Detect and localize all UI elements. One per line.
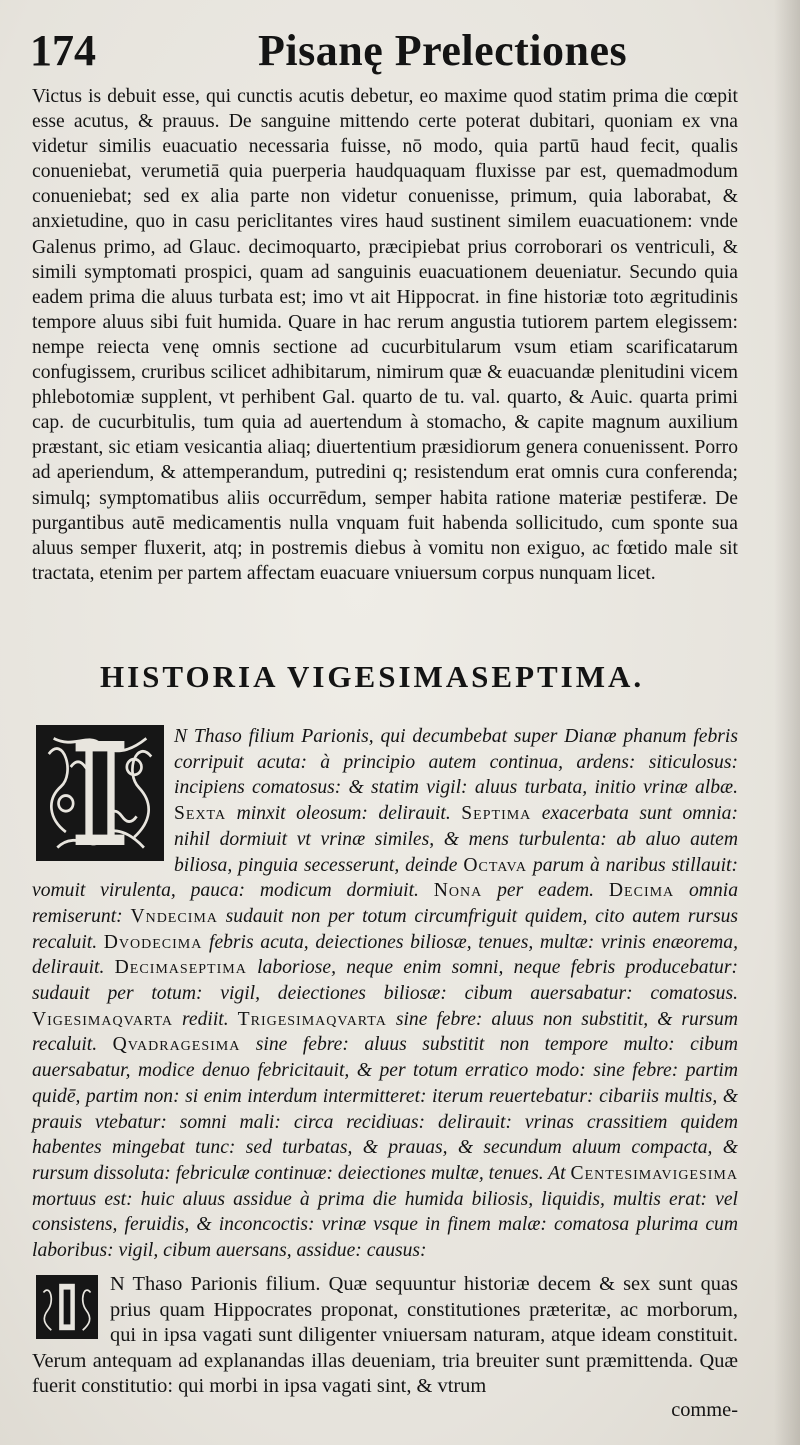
history-text-run: mortuus est: huic aluus assidue à prima die humida biliosis, liquidis, multis erat: vel consistens, feruidis, & inconcoctis: vrinæ vsque in finem malæ: comatosa plurima cum laboribus: vigil, cibum auersans, assidue: causus: bbox=[32, 1188, 738, 1262]
commentary-paragraph: Victus is debuit esse, qui cunctis acutis debetur, eo maxime quod statim prima die cœpit esse acutus, & prauus. De sanguine mittendo certe poterat dubitari, quoniam ex vna videtur similis euacuatio necessaria fuisse, nō modo, quia partū haud fecit, qualis conueniebat, verumetiā quia puerperia haudquaquam fluxisse par est, quemadmodum conueniebat; sed ex alia parte non videtur conuenisse, primum, quia laborabat, & anxietudine, quo in casu periclitantes vires haud sustinent similem euacuationem: vnde Galenus primo, ad Glauc. decimoquarto, præcipiebat prius corroborari os ventriculi, & simili symptomati prospici, quam ad sanguinis euacuationem deueniatur. Secundo quia eadem prima die aluus turbata est; imo vt ait Hippocrat. in fine historiæ toto ægritudinis tempore aluus sibi fuit humida. Quare in hac rerum angustia tutiorem partem elegissem: nempe reiecta venę omnis sectione ad cucurbitularum vsum etiam scarificatarum confugissem, cruribus scilicet adhibitarum, nimirum quæ & euacuandæ plenitudini vicem phlebotomiæ supplent, vt perhibent Gal. quarto de tu. val. quarto, & Auic. quarta primi cap. de cucurbitulis, tum quia ad auertendum à stomacho, & capite magnum auxilium præstant, sic etiam vesicantia aliaq; diuertentium præsidiorum genera conuenissent. Porro ad aperiendum, & attemperandum, putredini q; resistendum erat omnis cura conferenda; simulq; symptomatibus aliis occurrēdum, semper habita ratione materiæ pestiferæ. De purgantibus autē medicamentis nulla vnquam fuit habenda sollicitudo, cum sponte sua aluus semper fluxerit, atq; in postremis diebus à vomitu non exiguo, ac fœtido male sit tractata, etenim per partem affectam euacuare vniuersum corpus nunquam licet. bbox=[32, 86, 738, 584]
commentary-paragraph-2 bbox=[32, 1272, 738, 1400]
day-marker: Nona bbox=[433, 880, 483, 902]
running-title: Pisanę Prelectiones bbox=[258, 26, 628, 75]
day-marker: Vndecima bbox=[130, 905, 218, 927]
day-marker: Sexta bbox=[174, 803, 227, 825]
history-text-run: rediit. bbox=[173, 1008, 238, 1030]
history-text-run: sudauit non per totum circumfriguit quidem, cito autem rursus recaluit. bbox=[32, 905, 738, 953]
commentary-paragraph-2-text: N Thaso Parionis filium. Quæ sequuntur historiæ decem & sex sunt quas prius quam Hippocrates proponat, constitutiones præteritæ, ac morborum, qui in ipsa vagati sunt diligenter vniuersam naturam, atque ideam constituit. Verum antequam ad explanandas illas deueniam, tria breuiter sunt præmittenda. Quæ fuerit constitutio: qui morbi in ipsa vagati sint, & vtrum bbox=[32, 1273, 738, 1397]
day-marker: Decimaseptima bbox=[114, 957, 247, 979]
history-text-run: exacerbata sunt omnia: nihil dormiuit vt vrinæ similes, & mens turbulenta: ab aluo autem biliosa, pinguia secesserunt, deinde bbox=[174, 803, 738, 876]
day-marker: Octava bbox=[463, 854, 527, 876]
history-text-run: febris acuta, deiectiones biliosæ, tenues, multæ: vrinis enæorema, delirauit. bbox=[32, 931, 739, 979]
day-marker: Decima bbox=[608, 880, 675, 902]
page-number: 174 bbox=[30, 26, 96, 75]
page-edge-shadow bbox=[774, 0, 800, 1445]
day-marker: Centesimavigesima bbox=[570, 1162, 738, 1184]
history-case-text bbox=[32, 724, 738, 1264]
history-text-run: N Thaso filium Parionis, qui decumbebat super Dianæ phanum febris corripuit acuta: à principio autem continua, ardens: siticulosus: incipiens comatosus: & statim vigil: aluus turbata, initio vrinæ albæ. bbox=[174, 726, 738, 799]
day-marker: Vigesimaqvarta bbox=[32, 1008, 174, 1030]
catchword: comme- bbox=[671, 1399, 738, 1421]
section-title: HISTORIA VIGESIMASEPTIMA. bbox=[100, 659, 645, 694]
history-text-run: parum à naribus stillauit: vomuit virulenta, pauca: modicum dormiuit. bbox=[32, 854, 738, 902]
history-text-run: sine febre: aluus non substitit, & rursum recaluit. bbox=[32, 1008, 738, 1056]
history-text-run: minxit oleosum: delirauit. bbox=[226, 803, 462, 825]
day-marker: Septima bbox=[461, 803, 532, 825]
history-text-run: omnia remiserunt: bbox=[32, 880, 738, 927]
page-header bbox=[28, 18, 768, 84]
history-text-run: sine febre: aluus substitit non tempore multo: cibum auersabatur, modice denuo febricitauit, & per totum erratico modo: sine febre: partim quidē, partim non: si enim interdum intermitteret: iterum reuertebatur: cibariis multis, & prauis vtebatur: somni mali: circa recidiuas: delirauit: vrinas crassitiem quidem habentes mingebat tunc: sed turbatas, & prauas, & secundum aluum compacta, & rursum dissoluta: febriculæ continuæ: deiectiones multæ, tenues. At bbox=[32, 1034, 738, 1184]
history-text-run: per eadem. bbox=[482, 880, 609, 902]
day-marker: Trigesimaqvarta bbox=[237, 1008, 387, 1030]
day-marker: Qvadragesima bbox=[112, 1034, 241, 1056]
history-text-run: laboriose, neque enim somni, neque febris producebatur: sudauit per totum: vigil, deiectiones biliosæ: cibum auersabatur: comatosus. bbox=[32, 957, 738, 1005]
day-marker: Dvodecima bbox=[103, 931, 203, 953]
